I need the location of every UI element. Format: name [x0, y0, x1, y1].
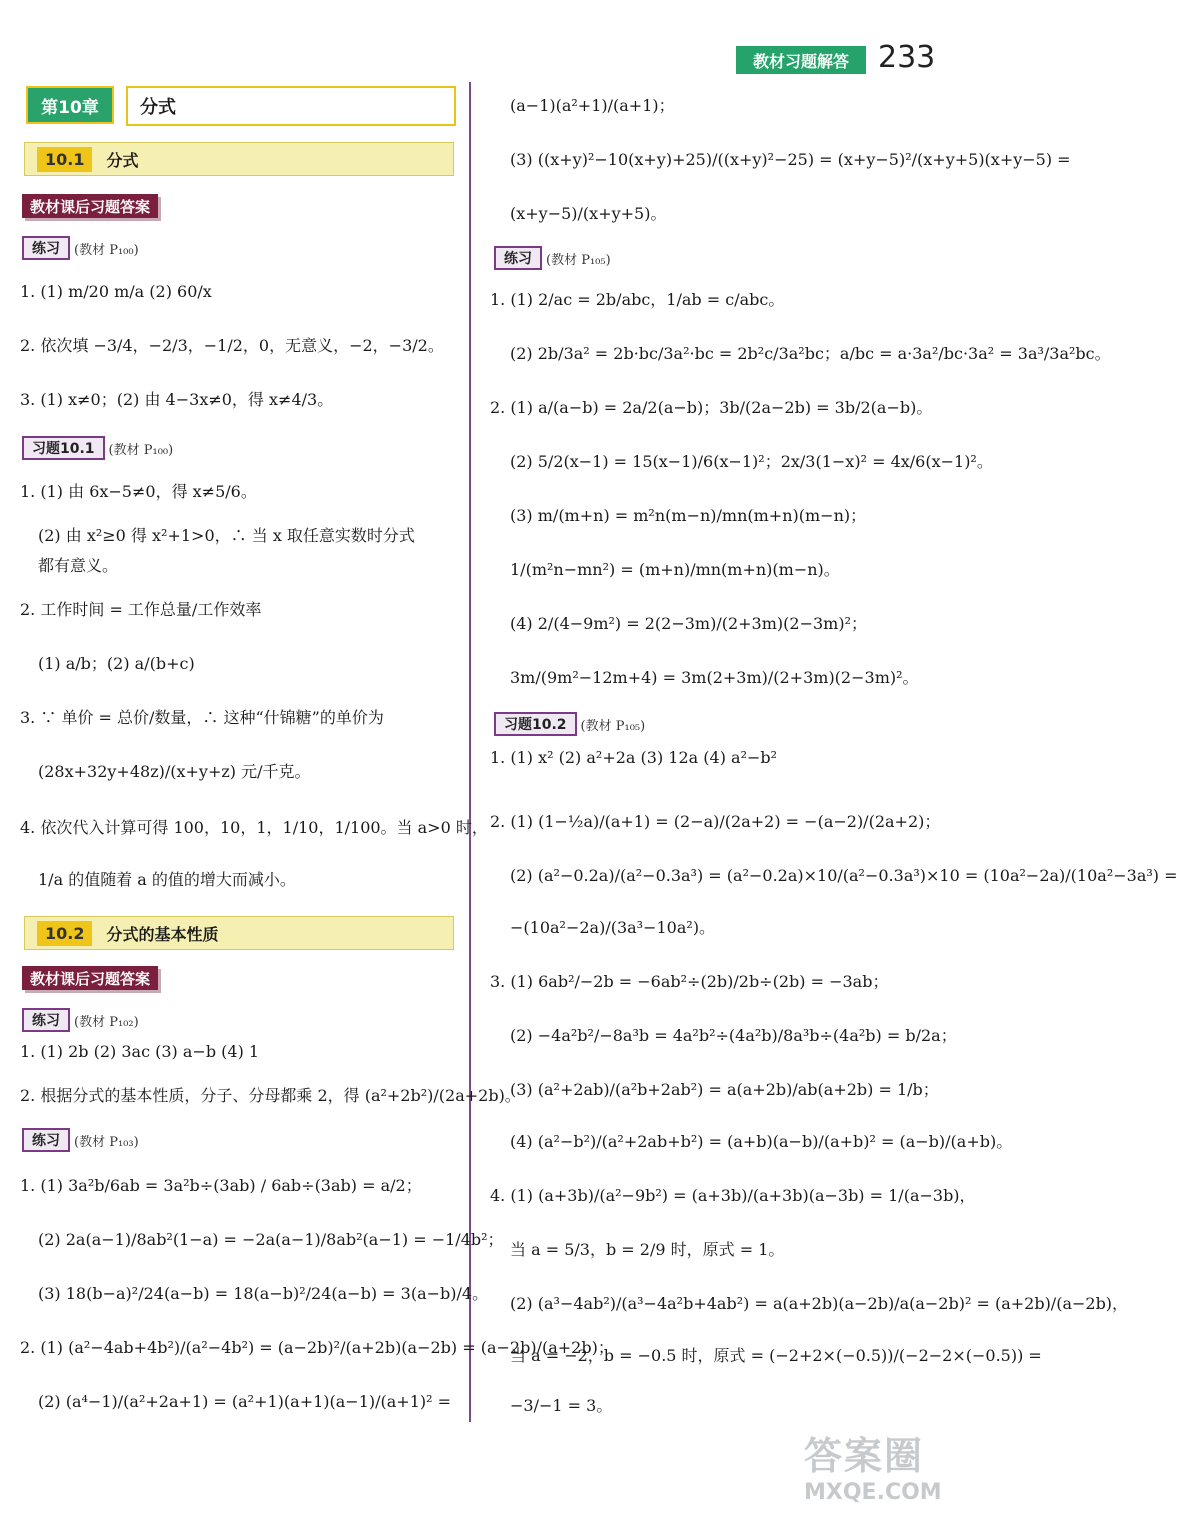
- section-name: 分式: [106, 150, 139, 170]
- text-line: 当 a = −2，b = −0.5 时，原式 = (−2+2×(−0.5))/(−2−2×(−0.5)) =: [510, 1346, 1042, 1365]
- text-line: (3) ((x+y)²−10(x+y)+25)/((x+y)²−25) = (x+y−5)²/(x+y+5)(x+y−5) =: [510, 150, 1071, 169]
- tag-ref: (教材 P₁₀₀): [74, 242, 139, 258]
- watermark-url: MXQE.COM: [804, 1480, 942, 1505]
- text-line: 1. (1) m/20 m/a (2) 60/x: [20, 282, 212, 301]
- text-line: 4. (1) (a+3b)/(a²−9b²) = (a+3b)/(a+3b)(a−3b) = 1/(a−3b)，: [490, 1186, 976, 1205]
- text-line: 都有意义。: [38, 556, 119, 575]
- text-line: (3) m/(m+n) = m²n(m−n)/mn(m+n)(m−n)；: [510, 506, 867, 525]
- text-line: (2) (a³−4ab²)/(a³−4a²b+4ab²) = a(a+2b)(a−2b)/a(a−2b)² = (a+2b)/(a−2b)，: [510, 1294, 1129, 1313]
- text-line: (3) (a²+2ab)/(a²b+2ab²) = a(a+2b)/ab(a+2b) = 1/b；: [510, 1080, 939, 1099]
- text-line: −3/−1 = 3。: [510, 1396, 613, 1415]
- tag-label: 练习: [494, 246, 542, 270]
- text-line: (2) (a⁴−1)/(a²+2a+1) = (a²+1)(a+1)(a−1)/(a+1)² =: [38, 1392, 452, 1411]
- page-number: 233: [878, 40, 936, 75]
- text-line: (2) 2a(a−1)/8ab²(1−a) = −2a(a−1)/8ab²(a−1) = −1/4b²；: [38, 1230, 504, 1249]
- watermark-logo-text: 答案圈: [804, 1434, 925, 1478]
- text-line: −(10a²−2a)/(3a³−10a²)。: [510, 918, 716, 937]
- tag-ref: (教材 P₁₀₀): [108, 442, 174, 458]
- text-line: (3) 18(b−a)²/24(a−b) = 18(a−b)²/24(a−b) = 3(a−b)/4。: [38, 1284, 489, 1303]
- text-line: (4) (a²−b²)/(a²+2ab+b²) = (a+b)(a−b)/(a+b)² = (a−b)/(a+b)。: [510, 1132, 1013, 1151]
- text-line: (a−1)(a²+1)/(a+1)；: [510, 96, 675, 115]
- exercise-10-1-tag: [22, 436, 173, 460]
- header-tag: 教材习题解答: [736, 46, 866, 74]
- text-line: (2) 2b/3a² = 2b·bc/3a²·bc = 2b²c/3a²bc；a/bc = a·3a²/bc·3a² = 3a³/3a²bc。: [510, 344, 1111, 363]
- text-line: 2. 工作时间 = 工作总量/工作效率: [20, 600, 262, 619]
- text-line: 当 a = 5/3，b = 2/9 时，原式 = 1。: [510, 1240, 785, 1259]
- text-line: (28x+32y+48z)/(x+y+z) 元/千克。: [38, 762, 311, 781]
- section-name: 分式的基本性质: [106, 924, 219, 944]
- text-line: 1/(m²n−mn²) = (m+n)/mn(m+n)(m−n)。: [510, 560, 840, 579]
- exercise-10-2-tag: [494, 712, 645, 736]
- text-line: 2. (1) a/(a−b) = 2a/2(a−b)；3b/(2a−2b) = 3b/2(a−b)。: [490, 398, 933, 417]
- tag-ref: (教材 P₁₀₅): [580, 718, 646, 734]
- chapter-badge: 第10章: [26, 86, 114, 124]
- text-line: (2) (a²−0.2a)/(a²−0.3a³) = (a²−0.2a)×10/(a²−0.3a³)×10 = (10a²−2a)/(10a²−3a³) =: [510, 866, 1178, 885]
- text-line: 1/a 的值随着 a 的值的增大而减小。: [38, 870, 296, 889]
- section-number: 10.1: [37, 147, 92, 172]
- section-bar-10-2: [24, 916, 454, 950]
- text-line: 4. 依次代入计算可得 100，10，1，1/10，1/100。当 a>0 时，: [20, 818, 488, 837]
- text-line: (2) 由 x²≥0 得 x²+1>0，∴ 当 x 取任意实数时分式: [38, 526, 415, 545]
- text-line: (2) 5/2(x−1) = 15(x−1)/6(x−1)²；2x/3(1−x)² = 4x/6(x−1)²。: [510, 452, 993, 471]
- answer-banner: 教材课后习题答案: [22, 966, 158, 990]
- text-line: (1) a/b；(2) a/(b+c): [38, 654, 195, 673]
- text-line: 1. (1) x² (2) a²+2a (3) 12a (4) a²−b²: [490, 748, 778, 767]
- text-line: 1. (1) 2/ac = 2b/abc，1/ab = c/abc。: [490, 290, 785, 309]
- text-line: 3m/(9m²−12m+4) = 3m(2+3m)/(2+3m)(2−3m)²。: [510, 668, 919, 687]
- tag-label: 练习: [22, 236, 70, 260]
- tag-label: 习题10.2: [494, 712, 577, 736]
- tag-label: 习题10.1: [22, 436, 105, 460]
- text-line: 2. 依次填 −3/4，−2/3，−1/2，0，无意义，−2，−3/2。: [20, 336, 444, 355]
- text-line: 2. (1) (a²−4ab+4b²)/(a²−4b²) = (a−2b)²/(a+2b)(a−2b) = (a−2b)/(a+2b)；: [20, 1338, 614, 1357]
- text-line: (4) 2/(4−9m²) = 2(2−3m)/(2+3m)(2−3m)²；: [510, 614, 867, 633]
- practice-tag: [22, 1128, 139, 1152]
- text-line: (x+y−5)/(x+y+5)。: [510, 204, 667, 223]
- text-line: 3. ∵ 单价 = 总价/数量，∴ 这种“什锦糖”的单价为: [20, 708, 384, 727]
- text-line: 2. (1) (1−½a)/(a+1) = (2−a)/(2a+2) = −(a−2)/(2a+2)；: [490, 812, 941, 831]
- tag-ref: (教材 P₁₀₃): [74, 1134, 139, 1150]
- text-line: 2. 根据分式的基本性质，分子、分母都乘 2，得 (a²+2b²)/(2a+2b)。: [20, 1086, 521, 1105]
- tag-ref: (教材 P₁₀₅): [546, 252, 611, 268]
- practice-tag: [494, 246, 611, 270]
- text-line: 1. (1) 2b (2) 3ac (3) a−b (4) 1: [20, 1042, 260, 1061]
- text-line: (2) −4a²b²/−8a³b = 4a²b²÷(4a²b)/8a³b÷(4a²b) = b/2a；: [510, 1026, 957, 1045]
- tag-label: 练习: [22, 1008, 70, 1032]
- tag-ref: (教材 P₁₀₂): [74, 1014, 139, 1030]
- section-number: 10.2: [37, 921, 92, 946]
- practice-tag: [22, 236, 139, 260]
- chapter-title: 分式: [126, 86, 456, 126]
- site-watermark: [804, 1425, 994, 1525]
- text-line: 3. (1) 6ab²/−2b = −6ab²÷(2b)/2b÷(2b) = −3ab；: [490, 972, 889, 991]
- text-line: 1. (1) 由 6x−5≠0，得 x≠5/6。: [20, 482, 257, 501]
- practice-tag: [22, 1008, 139, 1032]
- column-divider: [469, 82, 471, 1422]
- section-bar-10-1: [24, 142, 454, 176]
- text-line: 1. (1) 3a²b/6ab = 3a²b÷(3ab) / 6ab÷(3ab) = a/2；: [20, 1176, 422, 1195]
- text-line: 3. (1) x≠0；(2) 由 4−3x≠0，得 x≠4/3。: [20, 390, 334, 409]
- tag-label: 练习: [22, 1128, 70, 1152]
- answer-banner: 教材课后习题答案: [22, 194, 158, 218]
